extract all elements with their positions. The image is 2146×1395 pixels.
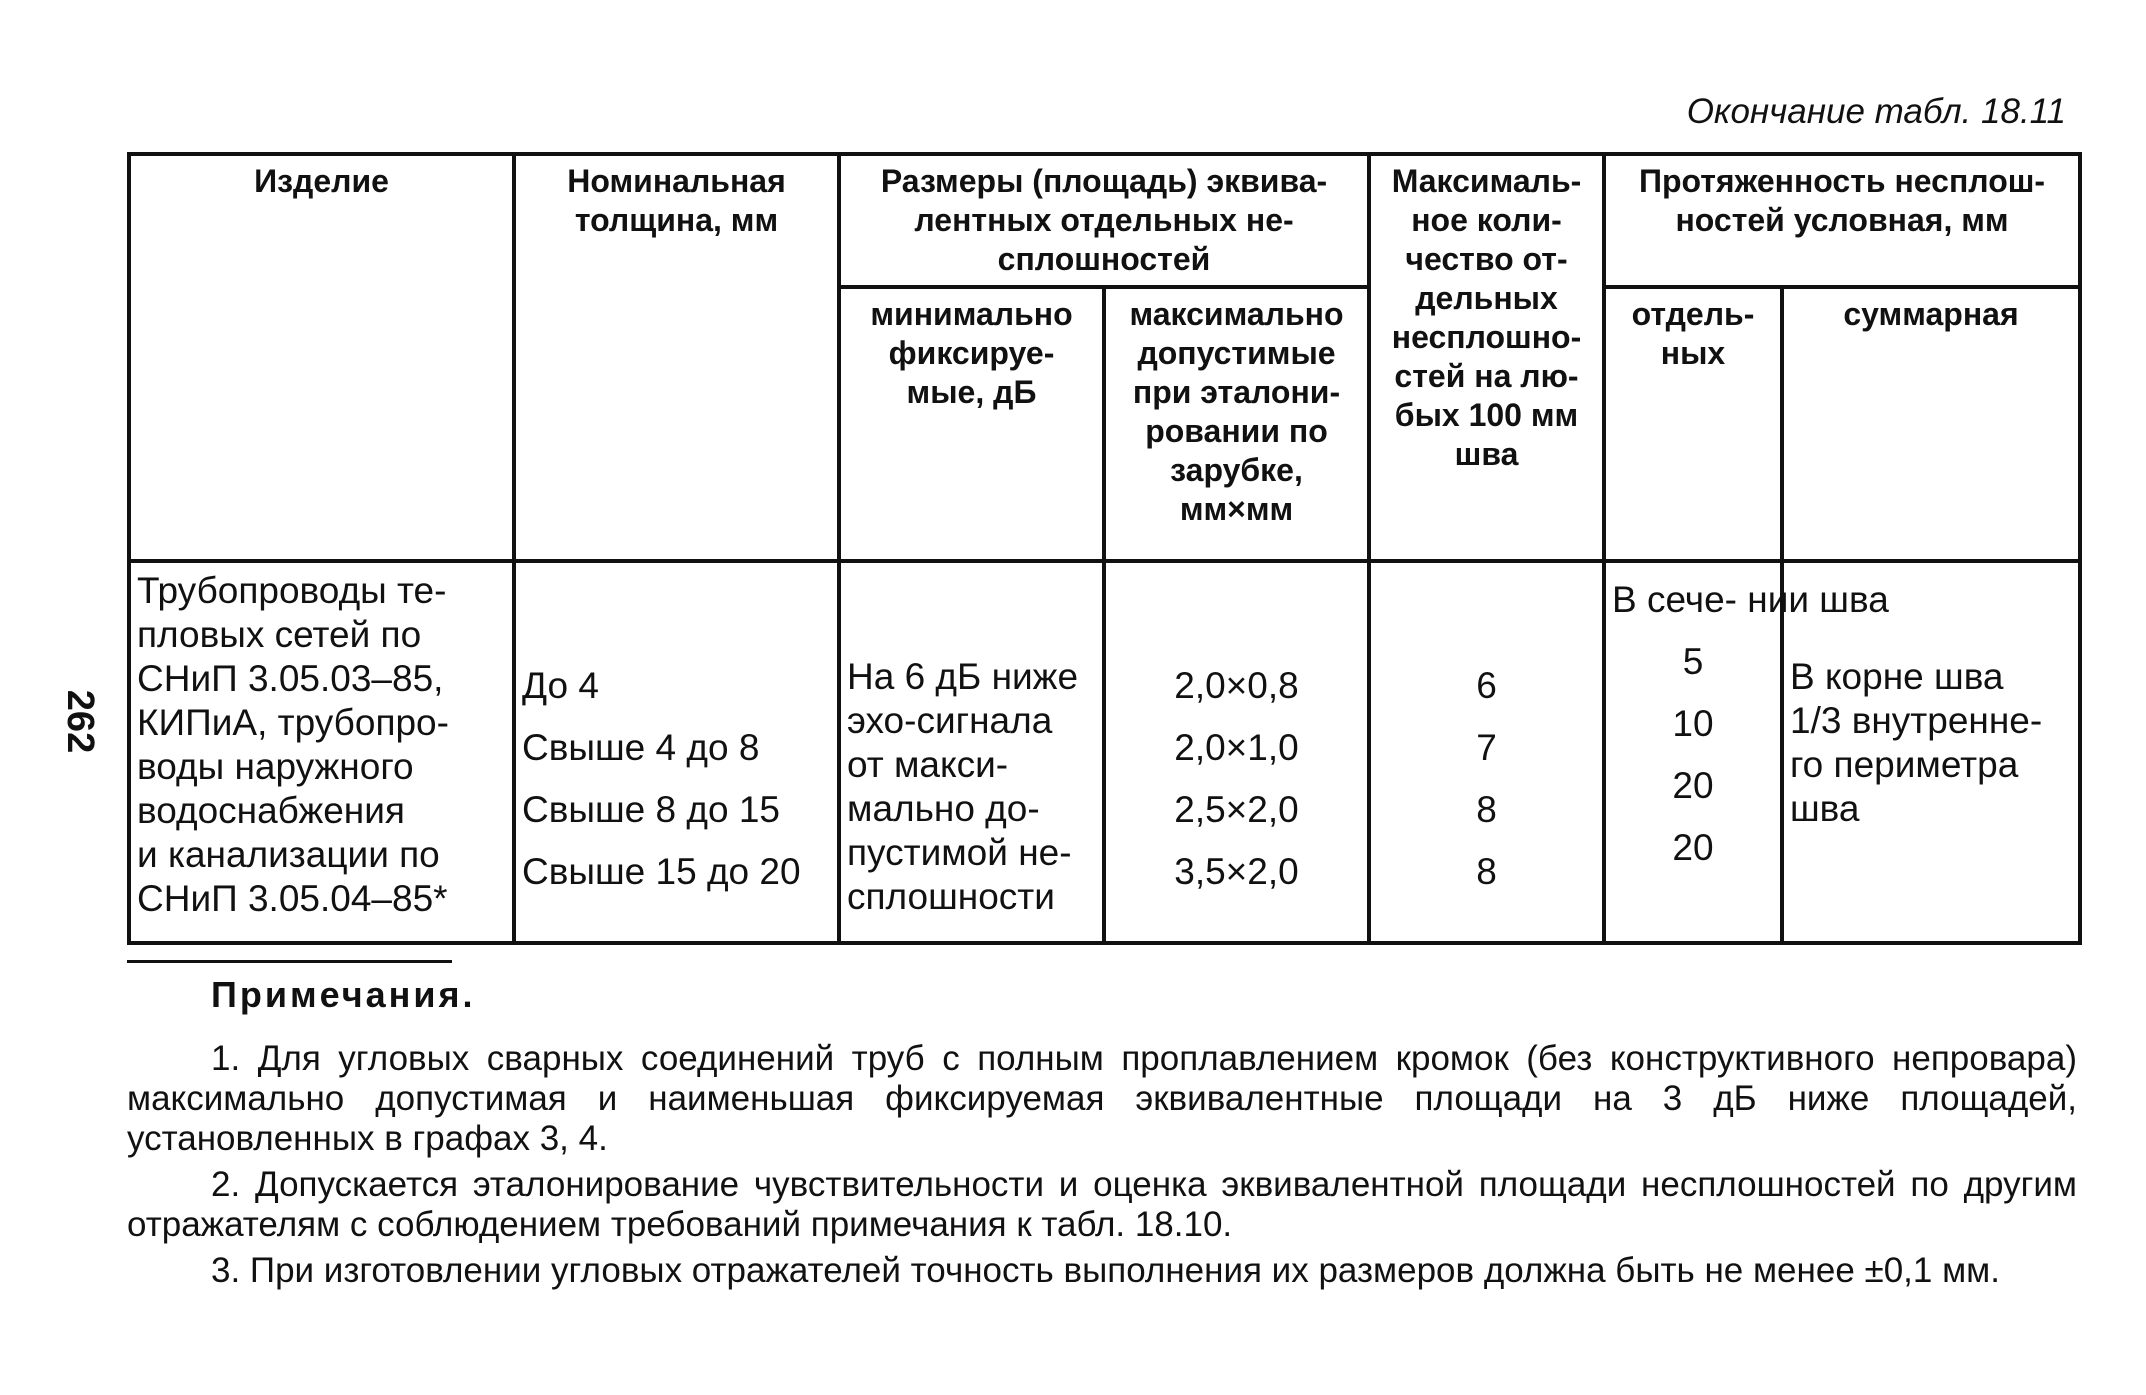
cell-sizes-max [1104, 561, 1369, 943]
notes-section [127, 975, 2077, 1297]
header-sizes-min: минимально фиксируе- мые, дБ [839, 287, 1104, 561]
note-item: 3. При изготовлении угловых отражателей точность выполнения их размеров должна быть не менее ±0,1 мм. [211, 1251, 2000, 1290]
header-length-total: суммарная [1782, 287, 2080, 561]
header-row-1 [129, 154, 2080, 287]
thickness-value: Свыше 15 до 20 [522, 851, 801, 892]
note-item: 2. Допускается эталонирование чувствительности и оценка эквивалентной площади несплошностей по другим отражателям с соблюдением требований примечания к табл. 18.10. [127, 1165, 2077, 1244]
header-product: Изделие [129, 154, 514, 561]
count-value: 8 [1476, 789, 1497, 830]
count-value: 8 [1476, 851, 1497, 892]
cell-thickness [514, 561, 839, 943]
cell-sizes-min: На 6 дБ ниже эхо-сигнала от макси- мально до- пустимой не- сплошности [839, 561, 1104, 943]
header-length-individual: отдель- ных [1604, 287, 1782, 561]
cell-length-individual [1604, 561, 1889, 943]
size-value: 3,5×2,0 [1174, 851, 1299, 892]
length-value: 20 [1672, 827, 1714, 868]
size-value: 2,0×1,0 [1174, 727, 1299, 768]
table-continuation-caption: Окончание табл. 18.11 [1686, 92, 2066, 131]
header-thickness: Номинальная толщина, мм [514, 154, 839, 561]
header-max-count: Максималь- ное коли- чество от- дельных несплошно- стей на лю- бых 100 мм шва [1369, 154, 1604, 561]
thickness-value: Свыше 4 до 8 [522, 727, 760, 768]
page-number: 262 [59, 689, 102, 754]
cell-length-total: В корне шва 1/3 внутренне- го периметра шва [1782, 561, 2080, 943]
thickness-value: Свыше 8 до 15 [522, 789, 780, 830]
size-value: 2,0×0,8 [1174, 665, 1299, 706]
header-sizes-group: Размеры (площадь) эквива- лентных отдельных не- сплошностей [839, 154, 1369, 287]
header-length-group: Протяженность несплош- ностей условная, мм [1604, 154, 2080, 287]
length-value: 5 [1682, 641, 1704, 682]
section-label: В сече- нии шва [1612, 579, 1889, 620]
thickness-value: До 4 [522, 665, 599, 706]
size-value: 2,5×2,0 [1174, 789, 1299, 830]
note-item: 1. Для угловых сварных соединений труб с полным проплавлением кромок (без конструктивного непровара) максимально допустимая и наименьшая фиксируемая эквивалентные площади на 3 дБ ниже площадей, установленных в графах 3, 4. [127, 1039, 2077, 1158]
count-value: 6 [1476, 665, 1497, 706]
length-value: 20 [1672, 765, 1714, 806]
count-value: 7 [1476, 727, 1497, 768]
table-row [129, 561, 2080, 943]
header-sizes-max: максимально допустимые при эталони- ровании по зарубке, мм×мм [1104, 287, 1369, 561]
cell-max-count [1369, 561, 1604, 943]
cell-product: Трубопроводы те- пловых сетей по СНиП 3.05.03–85, КИПиА, трубопро- воды наружного водоснабжения и канализации по СНиП 3.05.04–85* [129, 561, 514, 943]
length-value: 10 [1672, 703, 1714, 744]
footnote-divider [127, 960, 452, 963]
specification-table [127, 152, 2082, 945]
notes-title: Примечания. [211, 974, 476, 1015]
